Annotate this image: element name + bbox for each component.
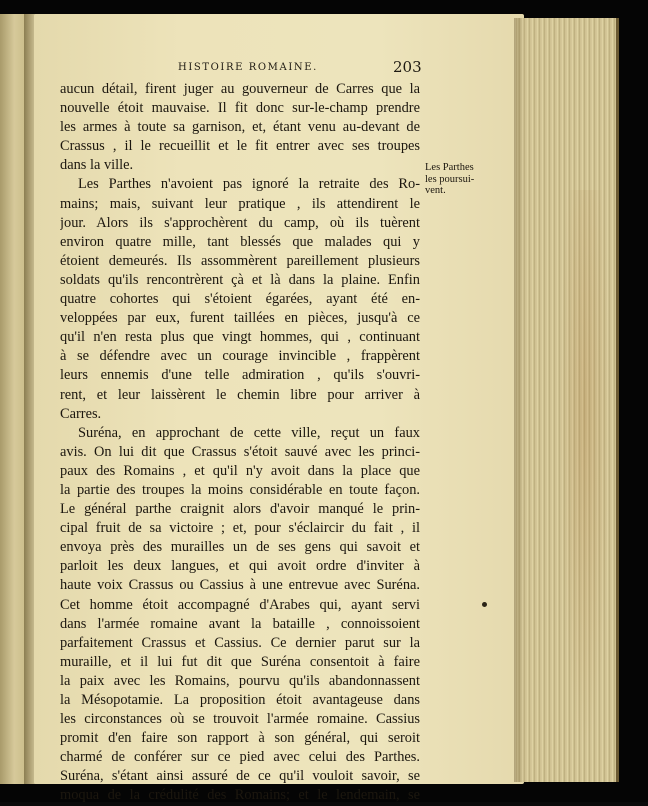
body-text xyxy=(60,80,420,806)
text-line: Suréna, en approchant de cette ville, reçut un faux xyxy=(78,424,420,441)
text-line: Suréna, s'étant ainsi assuré de ce qu'il vouloit savoir, se xyxy=(60,768,420,785)
text-line: Cet homme étoit accompagné d'Arabes qui, ayant servi xyxy=(60,596,420,613)
text-line: les armes à toute sa garnison, et, étant venu au-devant de xyxy=(60,119,420,136)
page-edge-shadow xyxy=(514,18,524,782)
text-line: soldats qu'ils rencontrèrent çà et là dans la plaine. Enfin xyxy=(60,271,420,288)
text-line: jour. Alors ils s'approchèrent du camp, où ils tuèrent xyxy=(60,214,420,231)
text-line: étoient demeurés. Ils assommèrent pareillement plusieurs xyxy=(60,252,420,269)
text-line: parfaitement Crassus et Cassius. Ce dernier parut sur la xyxy=(60,634,420,651)
text-line: Crassus , il le recueillit et le fit entrer avec ses troupes xyxy=(60,138,420,155)
page-number: 203 xyxy=(393,58,422,76)
text-line: haute voix Crassus ou Cassius à une entrevue avec Suréna. xyxy=(60,577,420,594)
text-line: quatre cohortes qui s'étoient égarées, ayant été en- xyxy=(60,291,420,308)
text-line: environ quatre mille, tant blessés que malades qui y xyxy=(60,233,420,250)
text-line: avis. On lui dit que Crassus s'étoit sauvé avec les princi- xyxy=(60,443,420,460)
text-line: leurs ennemis d'une telle admiration , qu'ils s'ouvri- xyxy=(60,367,420,384)
text-line: rent, et leur laissèrent le chemin libre pour arriver à xyxy=(60,386,420,403)
facing-page-edge xyxy=(0,14,26,784)
text-line: veloppées par eux, furent taillées en pièces, jusqu'à ce xyxy=(60,310,420,327)
running-head-title: HISTOIRE ROMAINE. xyxy=(178,62,318,73)
text-line: nouvelle étoit mauvaise. Il fit donc sur-le-champ prendre xyxy=(60,100,420,117)
text-line: moqua de la crédulité des Romains; et le lendemain, se xyxy=(60,787,420,804)
marginal-note-line: Les Parthes xyxy=(425,162,474,173)
text-line: la Mésopotamie. La proposition étoit avantageuse dans xyxy=(60,692,420,708)
text-line: Le général parthe craignit alors d'avoir manqué le prin- xyxy=(60,501,420,518)
text-line: parloit les deux langues, et qui avoit ordre d'inviter à xyxy=(60,558,420,575)
text-line: Les Parthes n'avoient pas ignoré la retraite des Ro- xyxy=(78,176,420,193)
text-line: paux des Romains , et qu'il n'y avoit dans la place que xyxy=(60,462,420,479)
text-line: la paix avec les Romains, pourvu qu'ils abandonnassent xyxy=(60,672,420,689)
text-line: muraille, et il lui fut dit que Suréna consentoit à faire xyxy=(60,653,420,670)
text-line: charmé de conférer sur ce pied avec celui des Parthes. xyxy=(60,749,420,766)
ink-mark xyxy=(482,602,487,607)
text-line: aucun détail, firent juger au gouverneur de Carres que la xyxy=(60,81,420,97)
text-line: qu'il n'en resta plus que vingt hommes, qui , continuant xyxy=(60,329,420,346)
marginal-note-line: les poursui- xyxy=(425,173,475,185)
marginal-note xyxy=(425,162,474,197)
text-line: à se défendre avec un courage invincible , frappèrent xyxy=(60,348,420,365)
paper-stain xyxy=(560,190,610,750)
text-line: la partie des troupes la moins considérable en toute façon. xyxy=(60,481,420,498)
marginal-note-line: vent. xyxy=(425,185,446,196)
text-line: mains; mais, suivant leur pratique , ils attendirent le xyxy=(60,195,420,212)
text-line: envoya près des murailles un de ses gens qui savoit et xyxy=(60,539,420,556)
text-line: promit d'en faire son rapport à son général, qui seroit xyxy=(60,730,420,747)
text-line: dans l'armée romaine avant la bataille , connoissoient xyxy=(60,615,420,632)
text-line: cipal fruit de sa victoire ; et, pour s'éclaircir du fait , il xyxy=(60,520,420,537)
text-line: dans la ville. xyxy=(60,157,134,174)
text-line: les circonstances où se trouvoit l'armée romaine. Cassius xyxy=(60,711,420,728)
text-line: Carres. xyxy=(60,405,102,422)
